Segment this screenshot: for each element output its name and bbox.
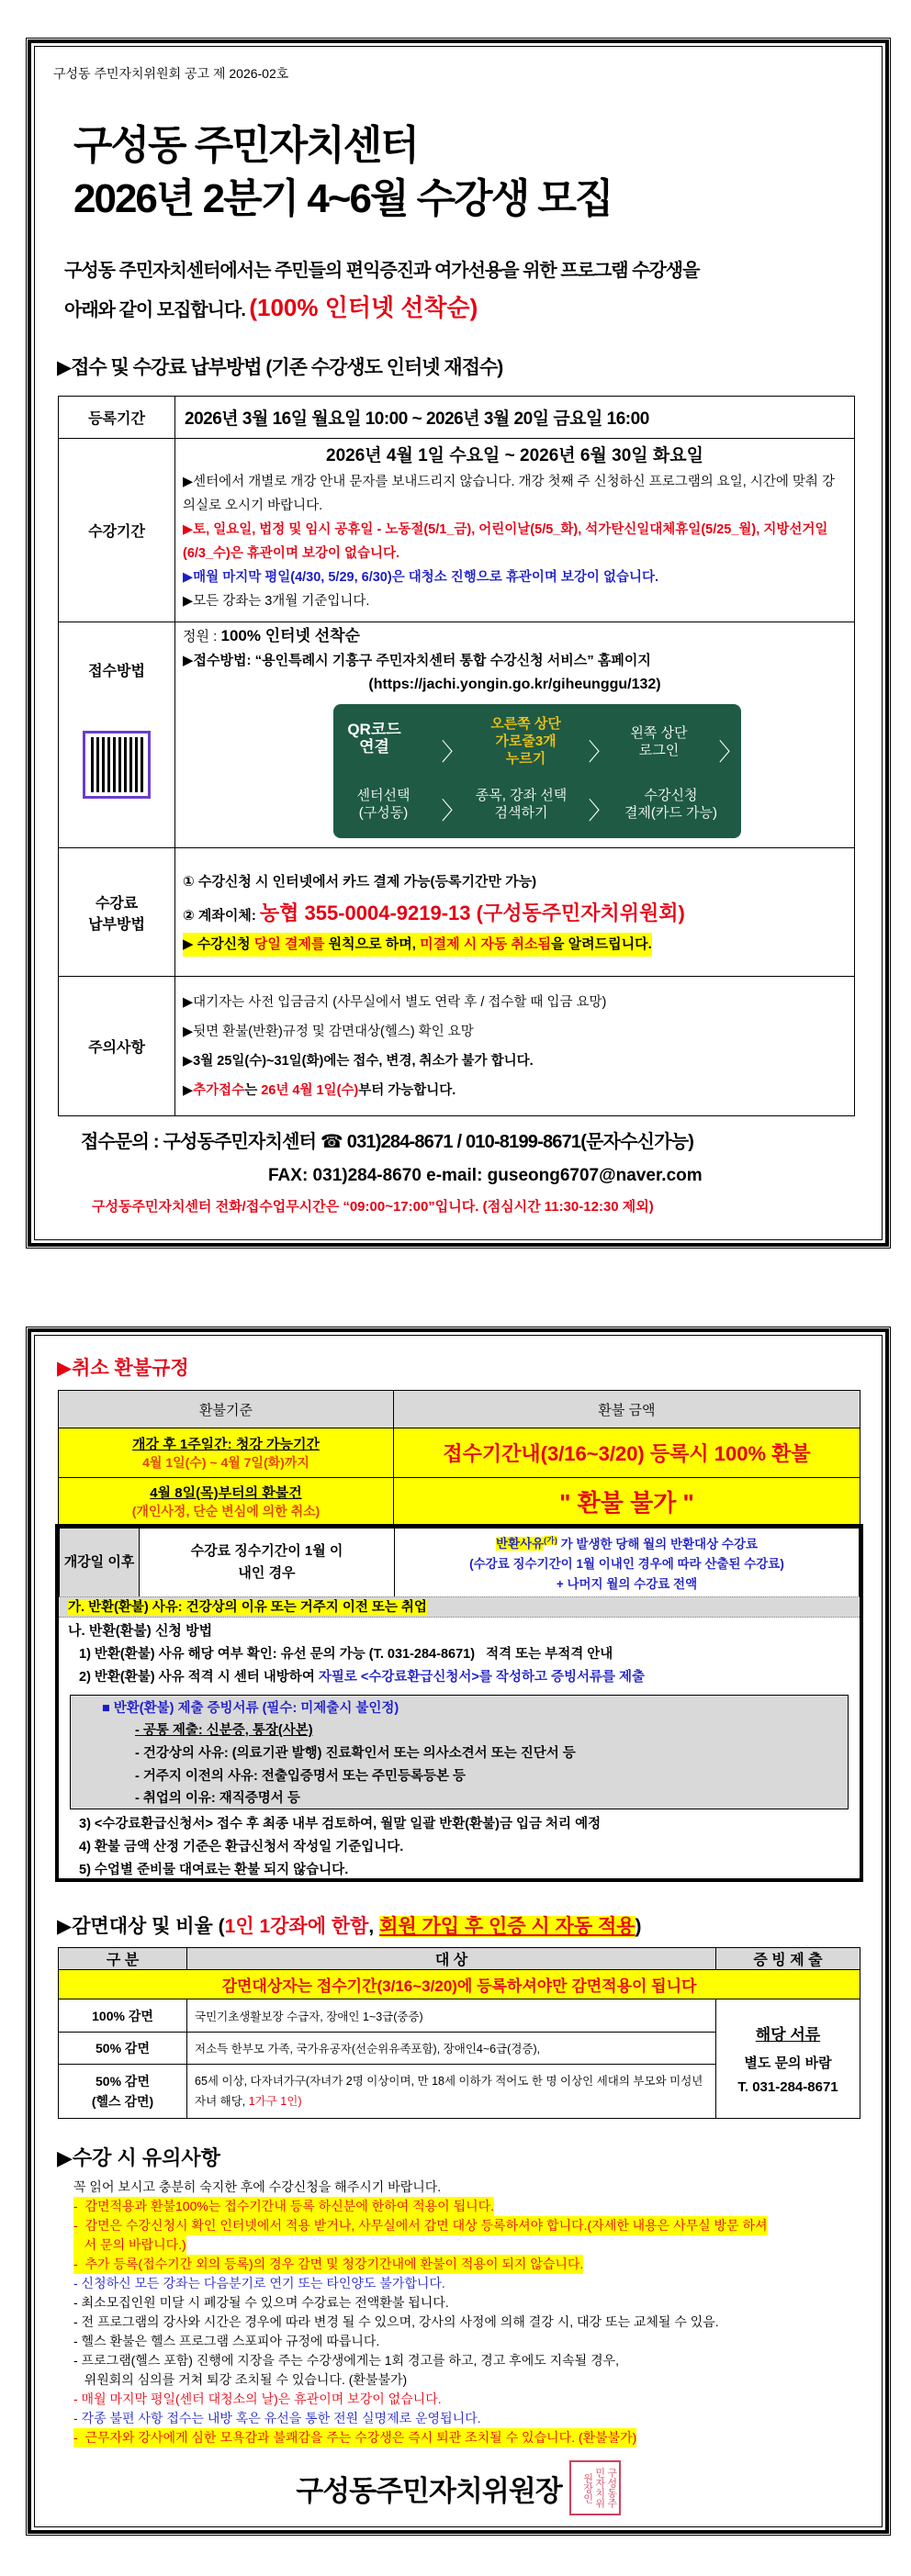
proof-doc-move: - 거주지 이전의 사유: 전출입증명서 또는 주민등록등본 등 [135, 1769, 467, 1784]
signature: 구성동주민자치위원장 [296, 2474, 562, 2507]
caution-3: ▶3월 25일(수)~31일(화)에는 접수, 변경, 취소가 불가 합니다. [183, 1053, 534, 1069]
refund-step-1: 1) 반환(환불) 사유 해당 여부 확인: 유선 문의 가능 (T. 031-284-8671) 적격 또는 부적격 안내 [79, 1647, 613, 1662]
proof-docs-title: ■ 반환(환불) 제출 증빙서류 (필수: 미제출시 불인정) [102, 1701, 399, 1716]
refund-r1-dates: 4월 1일(수) ~ 4월 7일(화)까지 [142, 1455, 309, 1470]
discount-type: 100% 감면 [59, 1999, 187, 2033]
notice-number: 구성동 주민자치위원회 공고 제 2026-02호 [53, 66, 289, 81]
proof-docs-box [70, 1695, 849, 1809]
note-item: - 추가 등록(접수기간 외의 등록)의 경우 감면 및 청강기간내에 환불이 적용이 되지 않습니다. [73, 2255, 583, 2274]
refund-amount-header: 환불 금액 [394, 1391, 860, 1428]
step-4: 센터선택 (구성동) [356, 788, 411, 821]
reason-na: 나. 반환(환불) 신청 방법 [68, 1623, 213, 1639]
method-url[interactable]: (https://jachi.yongin.go.kr/giheunggu/132) [368, 677, 661, 692]
fee-label-2: 납부방법 [88, 916, 145, 933]
proof-phone: T. 031-284-8671 [737, 2078, 838, 2095]
period-note-4: ▶모든 강좌는 3개월 기준입니다. [183, 594, 370, 609]
capacity-label: 정원 : [183, 629, 218, 644]
step-1: QR코드 연결 [347, 721, 401, 756]
chevron-right-icon: 〉 [441, 797, 466, 824]
refund-r2-reason: (개인사정, 단순 변심에 의한 취소) [131, 1503, 321, 1518]
notes-list [73, 2178, 768, 2447]
intro-line-2 [64, 289, 478, 323]
office-hours: 구성동주민자치센터 전화/접수업무시간은 “09:00~17:00”입니다. (점심시간 11:30-12:30 제외) [92, 1199, 654, 1215]
refund-r2-amount: " 환불 불가 " [394, 1478, 860, 1525]
note-item: - 매월 마지막 평일(센터 대청소의 날)은 휴관이며 보강이 없습니다. [73, 2391, 442, 2406]
contact-phone: 접수문의 : 구성동주민자치센터 ☎ 031)284-8671 / 010-8199-8671(문자수신가능) [81, 1132, 694, 1152]
discount-heading: ▶감면대상 및 비율 (1인 1강좌에 한함, 회원 가입 후 인증 시 자동 적용) [57, 1916, 642, 1937]
registration-flow [58, 396, 855, 1217]
note-item: - 근무자와 강사에게 심한 모욕감과 불쾌감을 주는 수강생은 즉시 퇴관 조치될 수 있습니다. (환불불가) [73, 2428, 636, 2447]
step-6: 수강신청 결제(카드 가능) [624, 788, 718, 821]
note-item: 꼭 읽어 보시고 충분히 숙지한 후에 수강신청을 해주시기 바랍니다. [73, 2179, 442, 2194]
discount-target: 65세 이상, 다자녀가구(자녀가 2명 이상이며, 만 18세 이하가 적어도 한 명 이상인 세대의 부모와 미성년 자녀 해당, 1가구 1인) [187, 2065, 716, 2119]
refund-step-5: 5) 수업별 준비물 대여료는 환불 되지 않습니다. [79, 1863, 349, 1877]
chevron-right-icon: 〉 [441, 738, 466, 766]
refund-r2-criteria: 4월 8일(목)부터의 환불건 [150, 1484, 302, 1501]
course-period-value: 2026년 4월 1일 수요일 ~ 2026년 6월 30일 화요일 [326, 446, 703, 465]
caution-label: 주의사항 [59, 977, 175, 1116]
reg-period-value: 2026년 3월 16일 월요일 10:00 ~ 2026년 3월 20일 금요일 16:00 [175, 397, 855, 439]
intro-text: 아래와 같이 모집합니다. [64, 300, 245, 320]
refund-heading: ▶취소 환불규정 [57, 1358, 189, 1379]
caution-2: ▶뒷면 환불(반환)규정 및 감면대상(헬스) 확인 요망 [183, 1024, 474, 1039]
capacity-value: 100% 인터넷 선착순 [220, 627, 360, 644]
discount-proof-header: 증 빙 제 출 [716, 1948, 860, 1970]
section-heading-registration: ▶접수 및 수강료 납부방법 (기존 수강생도 인터넷 재접수) [57, 357, 503, 378]
reg-period-label: 등록기간 [59, 397, 175, 439]
note-item: - 프로그램(헬스 포함) 진행에 지장을 주는 수강생에게는 1회 경고를 하고, 경고 후에도 지속될 경우, [73, 2353, 620, 2368]
registration-table [58, 396, 855, 1116]
refund-step-3: 3) <수강료환급신청서> 접수 후 최종 내부 검토하여, 월말 일괄 반환(환불)금 입금 처리 예정 [79, 1817, 602, 1831]
chevron-right-icon: 〉 [718, 738, 743, 766]
step-3: 왼쪽 상단 로그인 [630, 725, 688, 758]
caution-1: ▶대기자는 사전 입금금지 (사무실에서 별도 연락 후 / 접수할 때 입금 요망) [183, 994, 607, 1010]
contact-fax-email: FAX: 031)284-8670 e-mail: guseong6707@naver.com [268, 1166, 703, 1185]
discount-target: 저소득 한부모 가족, 국가유공자(선순위유족포함), 장애인4~6급(경증), [187, 2033, 716, 2065]
note-item: - 감면은 수강신청시 확인 인터넷에서 적용 받거나, 사무실에서 감면 대상 등록하셔야 합니다.(자세한 내용은 사무실 방문 하셔 [73, 2216, 768, 2235]
discount-table [58, 1947, 860, 2119]
application-steps-box [333, 704, 741, 838]
period-note-3: ▶매월 마지막 평일(4/30, 5/29, 6/30)은 대청소 진행으로 휴관이며 보강이 없습니다. [183, 570, 658, 585]
title-line-2: 2026년 2분기 4~6월 수강생 모집 [73, 176, 613, 221]
after-start-condition: 수강료 징수기간이 1월 이내인 경우 [140, 1529, 395, 1597]
intro-highlight: (100% 인터넷 선착순) [249, 294, 478, 321]
note-item: - 각종 불편 사항 접수는 내방 혹은 유선을 통한 전원 실명제로 운영됩니다. [73, 2411, 481, 2425]
after-start-amount-1: 반환사유$^{(가)}$ 가 발생한 당해 월의 반환대상 수강료 [496, 1535, 758, 1551]
discount-type: 50% 감면 [59, 2033, 187, 2065]
proof-doc-job: - 취업의 이유: 재직증명서 등 [135, 1791, 300, 1806]
step-5: 종목, 강좌 선택 검색하기 [475, 788, 568, 821]
discount-banner: 감면대상자는 접수기간(3/16~3/20)에 등록하셔야만 감면적용이 됩니다 [59, 1970, 860, 1999]
caution-4: ▶추가접수는 26년 4월 1일(수)부터 가능합니다. [183, 1082, 456, 1098]
proof-doc-common: - 공통 제출: 신분증, 통장(사본) [135, 1723, 313, 1738]
discount-target: 국민기초생활보장 수급자, 장애인 1~3급(중증) [187, 1999, 716, 2033]
refund-after-start-table [59, 1528, 860, 1597]
official-stamp: 구성동주민자치위원장인 [569, 2460, 621, 2515]
signature-row [28, 2460, 889, 2515]
refund-r1-criteria: 개강 후 1주일간: 청강 가능기간 [132, 1437, 320, 1452]
refund-criteria-header: 환불기준 [59, 1391, 394, 1428]
note-item: 위원회의 심의를 거쳐 퇴강 조치될 수 있습니다. (환불불가) [73, 2372, 408, 2387]
method-way: ▶접수방법: “용인특례시 기흥구 주민자치센터 통합 수강신청 서비스” 홈페이지 [183, 653, 651, 668]
after-start-amount-2: (수강료 징수기간이 1월 이내인 경우에 따라 산출된 수강료) [469, 1557, 784, 1572]
note-item: - 전 프로그램의 강사와 시간은 경우에 따라 변경 될 수 있으며, 강사의 사정에 의해 결강 시, 대강 또는 교체될 수 있음. [73, 2314, 719, 2329]
title-line-1: 구성동 주민자치센터 [73, 123, 418, 168]
notes-heading: ▶수강 시 유의사항 [57, 2146, 220, 2169]
fee-option-card: ① 수강신청 시 인터넷에서 카드 결제 가능(등록기간만 가능) [183, 874, 537, 890]
refund-step-4: 4) 환불 금액 산정 기준은 환급신청서 작성일 기준입니다. [79, 1840, 404, 1854]
proof-doc-health: - 건강상의 사유: (의료기관 발행) 진료확인서 또는 의사소견서 또는 진단서 등 [135, 1746, 576, 1761]
method-label: 접수방법 [88, 664, 145, 679]
refund-step-2: 2) 반환(환불) 사유 적격 시 센터 내방하여 자필로 <수강료환급신청서>를 작성하고 증빙서류를 제출 [79, 1670, 646, 1685]
chevron-right-icon: 〉 [588, 738, 613, 766]
reason-ga: 가. 반환(환불) 사유: 건강상의 이유 또는 거주지 이전 또는 취업 [68, 1600, 427, 1615]
after-start-amount-3: + 나머지 월의 수강료 전액 [556, 1577, 698, 1592]
qr-code-icon[interactable] [83, 731, 151, 799]
step-2: 오른쪽 상단 가로줄3개 누르기 [490, 716, 561, 767]
note-item: 서 문의 바랍니다.) [73, 2235, 186, 2255]
period-note-2: ▶토, 일요일, 법정 및 임시 공휴일 - 노동절(5/1_금), 어린이날(5/5_화), 석가탄신일대체휴일(5/25_월), 지방선거일(6/3_수)은 휴관이며 보강이 없습니다. [183, 522, 828, 561]
note-item: - 헬스 환불은 헬스 프로그램 스포피아 규정에 따릅니다. [73, 2334, 380, 2348]
refund-table [58, 1390, 860, 1525]
note-item: - 최소모집인원 미달 시 폐강될 수 있으며 수강료는 전액환불 됩니다. [73, 2295, 449, 2310]
bank-account: 농협 355-0004-9219-13 (구성동주민자치위원회) [259, 902, 685, 924]
note-item: - 신청하신 모든 강좌는 다음분기로 연기 또는 타인양도 불가합니다. [73, 2276, 445, 2290]
discount-target-header: 대 상 [187, 1948, 716, 1970]
after-start-label: 개강일 이후 [60, 1529, 140, 1597]
period-note-1: ▶센터에서 개별로 개강 안내 문자를 보내드리지 않습니다. 개강 첫째 주 신청하신 프로그램의 요일, 시간에 맞춰 강의실로 오시기 바랍니다. [183, 475, 835, 513]
reason-ga-row [59, 1596, 860, 1618]
fee-label-1: 수강료 [95, 895, 139, 912]
intro-line-1: 구성동 주민자치센터에서는 주민들의 편익증진과 여가선용을 위한 프로그램 수강생을 [64, 261, 700, 281]
proof-docs-label: 해당 서류 [755, 2025, 821, 2044]
proof-inquiry: 별도 문의 바람 [744, 2055, 832, 2071]
refund-r1-amount: 접수기간내(3/16~3/20) 등록시 100% 환불 [394, 1428, 860, 1478]
payment-warning: ▶ 수강신청 당일 결제를 원칙으로 하며, 미결제 시 자동 취소됨을 알려드립니다. [183, 933, 652, 957]
discount-type: 50% 감면 [96, 2074, 150, 2089]
note-item: - 감면적용과 환불100%는 접수기간내 등록 하신분에 한하여 적용이 됩니다. [73, 2197, 494, 2216]
fee-option-transfer-label: ② 계좌이체: [183, 908, 256, 924]
discount-type-sub: (헬스 감면) [91, 2094, 154, 2109]
discount-type-header: 구 분 [59, 1948, 187, 1970]
course-period-label: 수강기간 [59, 439, 175, 622]
chevron-right-icon: 〉 [588, 797, 613, 824]
